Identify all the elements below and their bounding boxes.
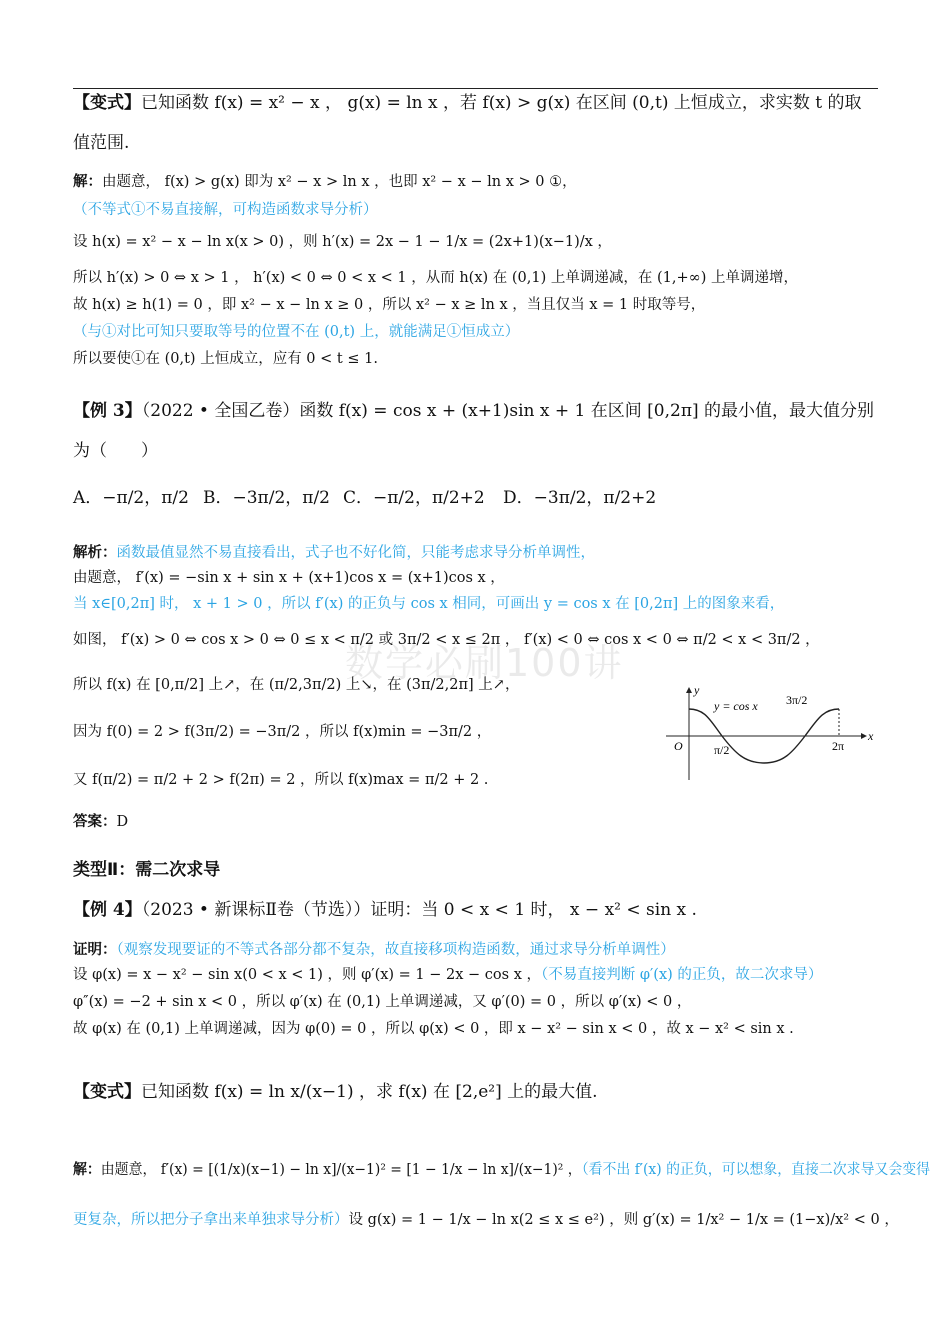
variant-2-l1: 由题意， f′(x) = [(1/x)(x−1) − ln x]/(x−1)² = [1 − 1/x − ln x]/(x−1)² ， (100, 1162, 582, 1178)
graph-x-label: x (868, 729, 874, 743)
graph-label-2pi: 2π (832, 739, 845, 753)
variant-2-c1a: （看不出 f′(x) 的正负，可以想象，直接二次求导又会变得 (581, 1162, 931, 1178)
example-3-stem-a: （2022 • 全国乙卷）函数 f(x) = cos x + (x+1)sin x + 1 在区间 [0,2π] 的最小值，最大值分别 (141, 401, 875, 421)
variant-1-stem (73, 93, 862, 113)
top-rule (73, 88, 878, 89)
example-3-line-4: 因为 f(0) = 2 > f(3π/2) = −3π/2 ，所以 f(x)min = −3π/2 ， (73, 724, 492, 740)
answer-value: D (116, 814, 129, 830)
variant-1-stem-b: 值范围. (73, 133, 130, 153)
variant-1-comment-1: （不等式①不易直接解，可构造函数求导分析） (73, 202, 378, 218)
example-3-line-5: 又 f(π/2) = π/2 + 2 > f(2π) = 2 ，所以 f(x)max = π/2 + 2 . (73, 772, 489, 788)
option-a: A．−π/2，π/2 (73, 488, 189, 508)
variant-1-stem-a: 已知函数 f(x) = x² − x ， g(x) = ln x ，若 f(x) > g(x) 在区间 (0,t) 上恒成立，求实数 t 的取 (141, 93, 862, 113)
example-3-tag: 【例 3】 (73, 401, 142, 421)
example-4-c2: （不易直接判断 φ′(x) 的正负，故二次求导） (540, 967, 823, 983)
graph-y-label: y (694, 683, 700, 697)
example-3-line-1: 由题意， f′(x) = −sin x + sin x + (x+1)cos x = (x+1)cos x ， (73, 570, 505, 586)
variant-1-line-3: 所以 h′(x) > 0 ⇔ x > 1 ， h′(x) < 0 ⇔ 0 < x < 1 ，从而 h(x) 在 (0,1) 上单调递减，在 (1,+∞) 上单调递增， (73, 270, 798, 286)
example-4-line-3: 故 φ(x) 在 (0,1) 上单调递减，因为 φ(0) = 0 ，所以 φ(x) < 0 ，即 x − x² − sin x < 0 ，故 x − x² < sin x . (73, 1021, 794, 1037)
answer-label: 答案： (73, 813, 117, 830)
variant-2-solution-label: 解： (73, 1161, 101, 1178)
variant-2-tag: 【变式】 (73, 1082, 141, 1102)
example-3-stem-b: 为（ ） (73, 441, 158, 461)
section-title-type-2: 类型Ⅱ：需二次求导 (73, 860, 221, 880)
variant-1-line-5: 所以要使①在 (0,t) 上恒成立，应有 0 < t ≤ 1. (73, 351, 378, 367)
solution-label: 解： (73, 173, 102, 190)
option-b: B．−3π/2，π/2 (203, 488, 330, 508)
example-4-tag: 【例 4】 (73, 900, 142, 920)
watermark: 数学必刷100讲 (345, 641, 624, 685)
option-c: C．−π/2，π/2+2 (343, 488, 485, 508)
variant-2-stem-text: 已知函数 f(x) = ln x/(x−1) ，求 f(x) 在 [2,e²] 上的最大值. (141, 1082, 598, 1102)
variant-2-line-2 (73, 1210, 899, 1230)
variant-1-comment-2: （与①对比可知只要取等号的位置不在 (0,t) 上，就能满足①恒成立） (73, 324, 520, 340)
example-4-l1: 设 φ(x) = x − x² − sin x(0 < x < 1) ，则 φ′(x) = 1 − 2x − cos x ， (73, 967, 541, 983)
example-3-line-2: 如图， f′(x) > 0 ⇔ cos x > 0 ⇔ 0 ≤ x < π/2 或 3π/2 < x ≤ 2π ， f′(x) < 0 ⇔ cos x < 0 ⇔ π/2 < x < 3π/2 ， (73, 632, 820, 648)
analysis-label: 解析： (73, 544, 117, 561)
example-4-stem-text: （2023 • 新课标Ⅱ卷（节选））证明：当 0 < x < 1 时， x − x² < sin x . (141, 900, 697, 920)
example-4-line-1 (73, 965, 822, 985)
option-d: D．−3π/2，π/2+2 (503, 488, 657, 508)
variant-1-l1: 由题意， f(x) > g(x) 即为 x² − x > ln x ，也即 x² − x − ln x > 0 ①， (102, 174, 577, 190)
example-3-line-3: 所以 f(x) 在 [0,π/2] 上↗，在 (π/2,3π/2) 上↘，在 (3π/2,2π] 上↗， (73, 677, 520, 693)
variant-2-line-1 (73, 1160, 930, 1180)
variant-1-line-1 (73, 172, 577, 192)
example-3-answer (73, 812, 128, 832)
graph-curve-label: y = cos x (714, 699, 758, 713)
variant-1-line-2: 设 h(x) = x² − x − ln x(x > 0) ，则 h′(x) = 2x − 1 − 1/x = (2x+1)(x−1)/x ， (73, 234, 612, 250)
variant-2-stem (73, 1082, 598, 1102)
variant-1-tag: 【变式】 (73, 93, 141, 113)
example-4-c1: （观察发现要证的不等式各部分都不复杂，故直接移项构造函数，通过求导分析单调性） (116, 942, 675, 958)
example-3-c1: 函数最值显然不易直接看出，式子也不好化简，只能考虑求导分析单调性， (116, 545, 595, 561)
example-3-comment-1 (73, 543, 595, 563)
example-4-comment-1 (73, 940, 675, 960)
variant-2-l2: 设 g(x) = 1 − 1/x − ln x(2 ≤ x ≤ e²) ，则 g′(x) = 1/x² − 1/x = (1−x)/x² < 0 ， (348, 1212, 899, 1228)
graph-label-3pi-2: 3π/2 (786, 693, 808, 707)
variant-1-line-4: 故 h(x) ≥ h(1) = 0 ，即 x² − x − ln x ≥ 0 ，所以 x² − x ≥ ln x ，当且仅当 x = 1 时取等号， (73, 297, 706, 313)
proof-label: 证明： (73, 941, 117, 958)
cosine-graph (660, 680, 880, 790)
example-4-stem (73, 900, 697, 920)
example-3-comment-2: 当 x∈[0,2π] 时， x + 1 > 0 ，所以 f′(x) 的正负与 cos x 相同，可画出 y = cos x 在 [0,2π] 上的图象来看， (73, 596, 785, 612)
example-3-options (73, 488, 656, 508)
variant-2-c1b: 更复杂，所以把分子拿出来单独求导分析） (73, 1212, 349, 1228)
graph-origin: O (674, 739, 683, 753)
graph-label-pi-2: π/2 (714, 743, 730, 757)
example-3-stem (73, 401, 874, 421)
example-4-line-2: φ″(x) = −2 + sin x < 0 ，所以 φ′(x) 在 (0,1) 上单调递减，又 φ′(0) = 0 ，所以 φ′(x) < 0 ， (73, 994, 692, 1010)
